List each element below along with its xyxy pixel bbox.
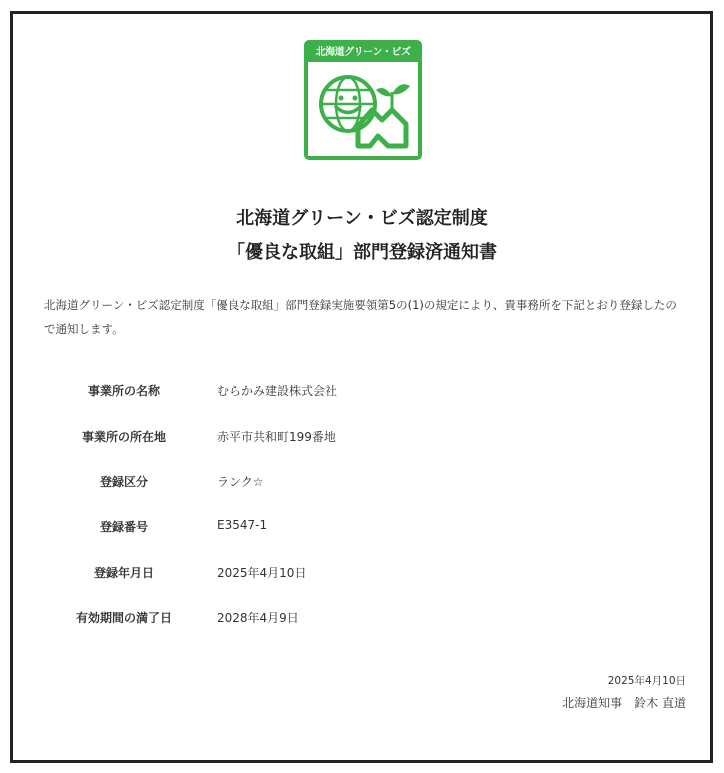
field-row-category <box>0 473 724 493</box>
globe-house-icon <box>314 66 412 154</box>
field-value: E3547-1 <box>217 518 268 532</box>
document-title-line-1: 北海道グリーン・ビズ認定制度 <box>236 208 488 229</box>
field-label: 有効期間の満了日 <box>75 611 172 625</box>
field-value: 2028年4月9日 <box>217 611 299 625</box>
issuer-signature: 北海道知事 鈴木 直道 <box>562 696 686 710</box>
field-row-date <box>0 564 724 584</box>
field-label: 登録番号 <box>99 520 148 534</box>
field-label: 事業所の名称 <box>87 384 160 398</box>
logo-title: 北海道グリーン・ビズ <box>308 44 418 62</box>
field-label: 事業所の所在地 <box>81 430 166 444</box>
field-row-expiry <box>0 609 724 629</box>
field-row-name <box>0 382 724 402</box>
intro-paragraph: 北海道グリーン・ビズ認定制度「優良な取組」部門登録実施要領第5の(1)の規定により、貴事務所を下記とおり登録したので通知します。 <box>44 298 677 336</box>
hokkaido-green-biz-logo <box>304 40 422 160</box>
field-value: むらかみ建設株式会社 <box>217 384 338 398</box>
field-row-number <box>0 518 724 538</box>
issue-date: 2025年4月10日 <box>607 675 686 687</box>
field-label: 登録区分 <box>99 475 148 489</box>
field-label: 登録年月日 <box>93 566 154 580</box>
field-row-address <box>0 428 724 448</box>
field-value: 2025年4月10日 <box>217 566 307 580</box>
field-value: ランク☆ <box>217 475 264 489</box>
field-value: 赤平市共和町199番地 <box>217 430 336 444</box>
document-title-line-2: 「優良な取組」部門登録済通知書 <box>227 242 497 263</box>
